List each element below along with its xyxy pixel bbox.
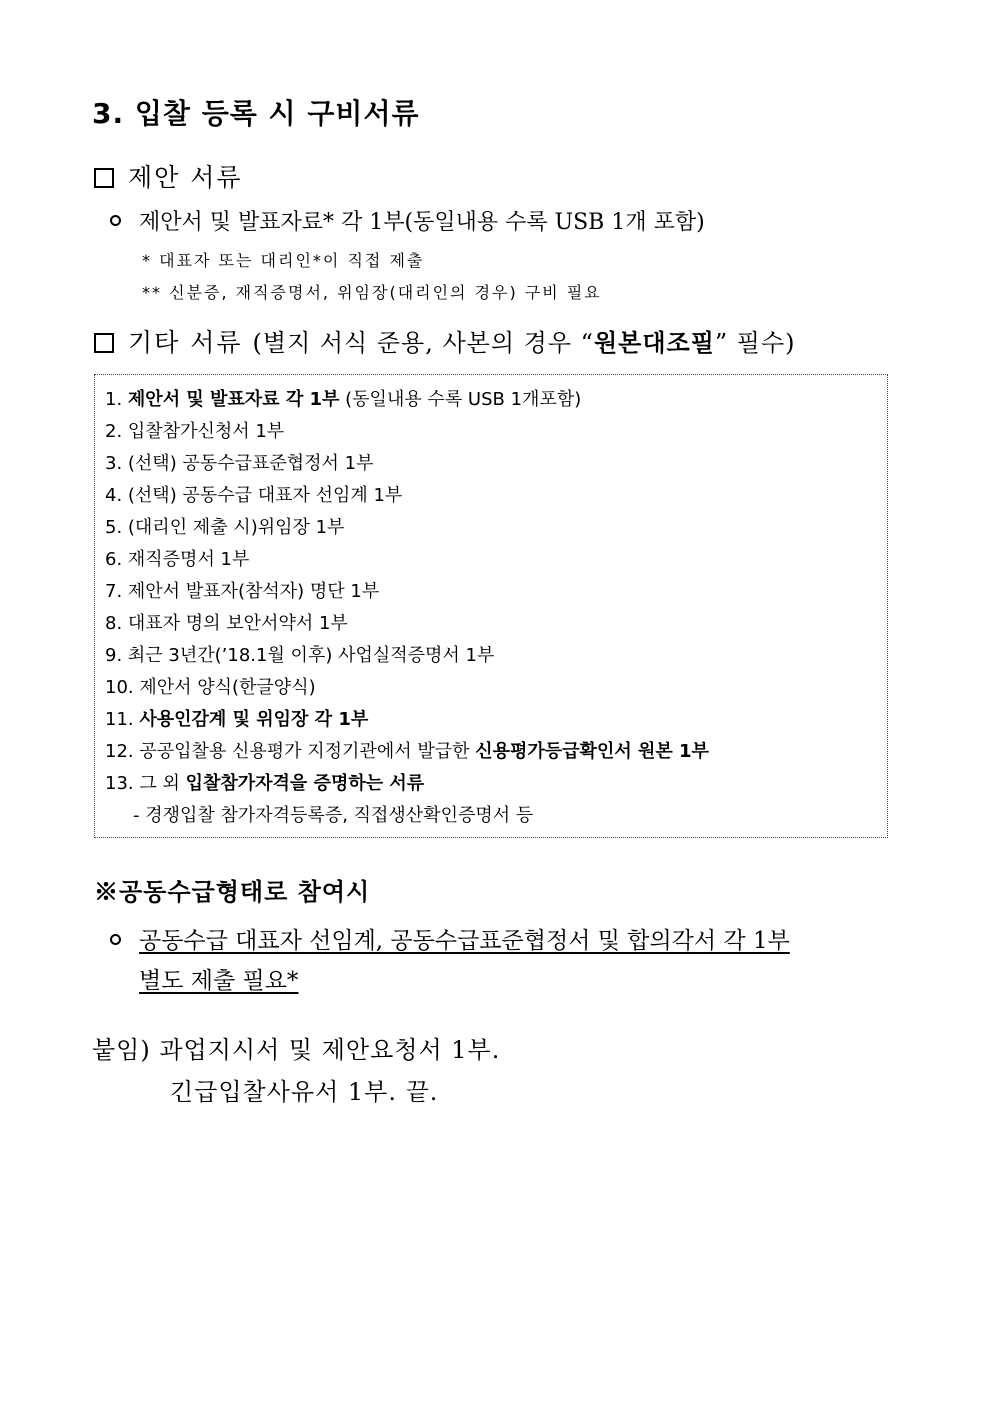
section-other-label: 기타 서류 bbox=[128, 328, 243, 357]
page-title: 3. 입찰 등록 시 구비서류 bbox=[92, 97, 420, 130]
item-text: 12. 공공입찰용 신용평가 지정기관에서 발급한 bbox=[105, 741, 470, 762]
item-bold-text: 사용인감계 및 위임장 각 1부 bbox=[139, 709, 369, 730]
circle-bullet-icon bbox=[110, 934, 121, 945]
item-number: 11. bbox=[105, 709, 134, 730]
section-other-note-post: ” 필수) bbox=[714, 329, 796, 357]
documents-list-box bbox=[94, 374, 888, 838]
section-proposal-heading bbox=[94, 158, 243, 194]
list-item bbox=[105, 705, 368, 731]
joint-bidding-line-1: 공동수급 대표자 선임계, 공동수급표준협정서 및 합의각서 각 1부 bbox=[139, 928, 790, 954]
list-item: 5. (대리인 제출 시)위임장 1부 bbox=[105, 517, 345, 538]
proposal-bullet-text: 제안서 및 발표자료* 각 1부(동일내용 수록 USB 1개 포함) bbox=[139, 210, 705, 235]
list-item: 8. 대표자 명의 보안서약서 1부 bbox=[105, 613, 348, 634]
joint-bidding-line-2: 별도 제출 필요* bbox=[139, 968, 299, 994]
checkbox-square-icon bbox=[94, 333, 114, 353]
attachment-line-2: 긴급입찰사유서 1부. 끝. bbox=[170, 1078, 439, 1106]
item-bold-text: 입찰참가자격을 증명하는 서류 bbox=[185, 773, 425, 794]
list-subitem: - 경쟁입찰 참가자격등록증, 직접생산확인증명서 등 bbox=[133, 805, 534, 826]
list-item bbox=[105, 737, 709, 763]
section-other-heading bbox=[94, 323, 796, 359]
list-item: 2. 입찰참가신청서 1부 bbox=[105, 421, 285, 442]
item-text: (동일내용 수록 USB 1개포함) bbox=[345, 389, 582, 410]
section-other-note-pre: (별지 서식 준용, 사본의 경우 “ bbox=[252, 329, 594, 357]
section-proposal-label: 제안 서류 bbox=[128, 163, 243, 192]
list-item: 4. (선택) 공동수급 대표자 선임계 1부 bbox=[105, 485, 403, 506]
list-item bbox=[105, 769, 424, 795]
item-text: 13. 그 외 bbox=[105, 773, 180, 794]
item-bold-text: 신용평가등급확인서 원본 1부 bbox=[475, 741, 709, 762]
checkbox-square-icon bbox=[94, 168, 114, 188]
list-item: 7. 제안서 발표자(참석자) 명단 1부 bbox=[105, 581, 380, 602]
circle-bullet-icon bbox=[110, 215, 121, 226]
list-item: 10. 제안서 양식(한글양식) bbox=[105, 677, 316, 698]
section-other-note-bold: 원본대조필 bbox=[593, 328, 715, 357]
item-number: 1. bbox=[105, 389, 123, 410]
proposal-note-2: ** 신분증, 재직증명서, 위임장(대리인의 경우) 구비 필요 bbox=[142, 283, 602, 302]
list-item: 3. (선택) 공동수급표준협정서 1부 bbox=[105, 453, 374, 474]
joint-bidding-line-2-wrap bbox=[139, 962, 298, 995]
joint-bidding-heading: ※공동수급형태로 참여시 bbox=[94, 877, 371, 906]
proposal-bullet bbox=[110, 205, 705, 236]
list-item: 9. 최근 3년간(’18.1월 이후) 사업실적증명서 1부 bbox=[105, 645, 495, 666]
proposal-note-1: * 대표자 또는 대리인*이 직접 제출 bbox=[142, 251, 425, 270]
item-bold-text: 제안서 및 발표자료 각 1부 bbox=[127, 389, 340, 410]
attachment-line-1: 붙임) 과업지시서 및 제안요청서 1부. bbox=[92, 1036, 501, 1064]
list-item: 6. 재직증명서 1부 bbox=[105, 549, 250, 570]
list-item bbox=[105, 385, 581, 411]
joint-bidding-bullet bbox=[110, 922, 790, 955]
